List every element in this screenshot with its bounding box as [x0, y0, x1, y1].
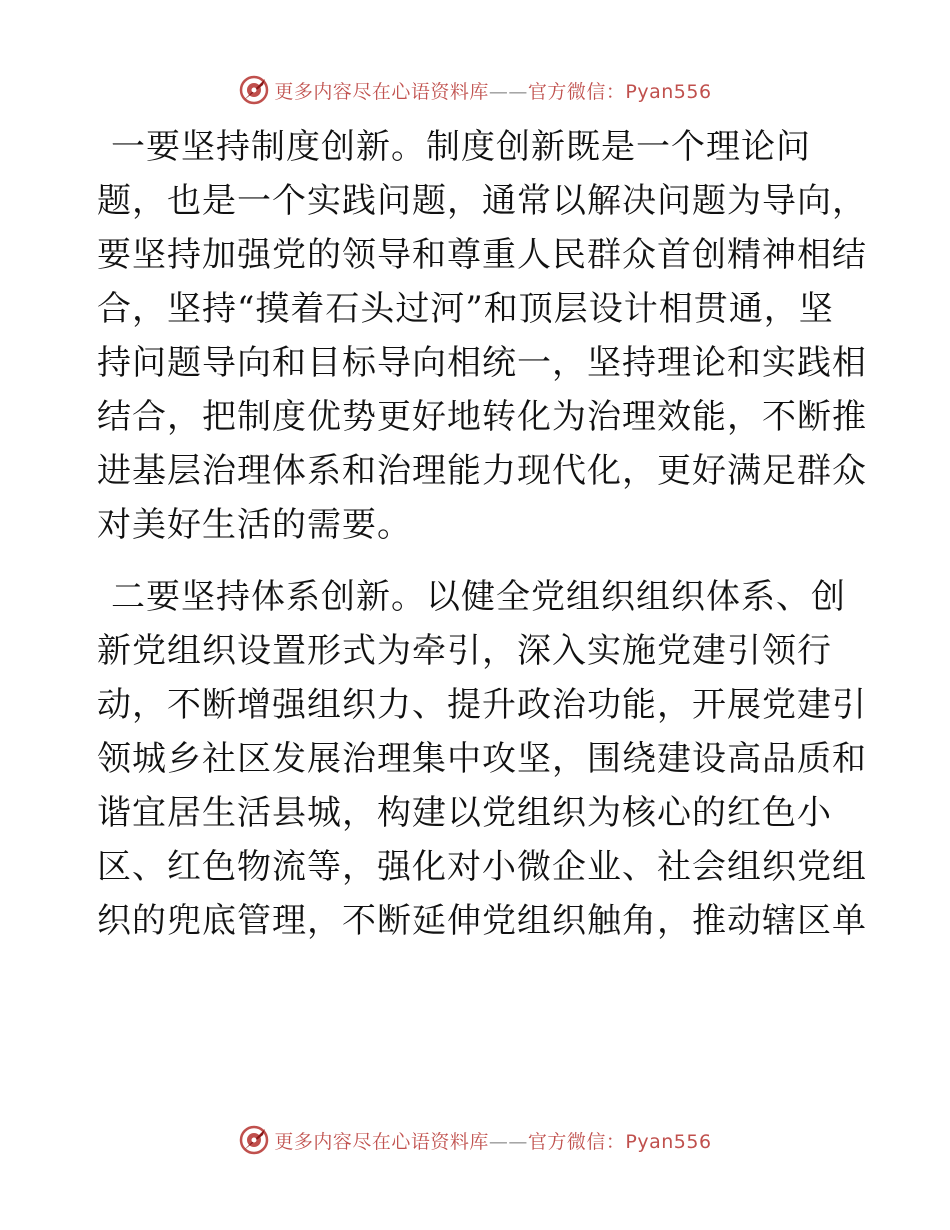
- text-line: 题，也是一个实践问题，通常以解决问题为导向，: [97, 181, 867, 221]
- paragraph-1: [97, 120, 867, 552]
- quill-logo-icon: [238, 74, 270, 106]
- text-line: 持问题导向和目标导向相统一，坚持理论和实践相: [97, 343, 867, 383]
- text-line: 动，不断增强组织力、提升政治功能，开展党建引: [97, 685, 867, 725]
- text-line: 谐宜居生活县城，构建以党组织为核心的红色小: [97, 793, 832, 833]
- text-line: 领城乡社区发展治理集中攻坚，围绕建设高品质和: [97, 739, 867, 779]
- banner-dash: ——: [488, 1130, 528, 1153]
- document-body: [97, 120, 867, 948]
- footer-banner: [0, 1120, 950, 1160]
- banner-lead-text: 更多内容尽在心语资料库: [274, 80, 489, 103]
- banner-dash: ——: [488, 80, 528, 103]
- text-line: 新党组织设置形式为牵引，深入实施党建引领行: [97, 631, 832, 671]
- text-line: 二要坚持体系创新。以健全党组织组织体系、创: [111, 577, 846, 617]
- quill-logo-icon: [238, 1124, 270, 1156]
- text-line: 进基层治理体系和治理能力现代化，更好满足群众: [97, 451, 867, 491]
- paragraph-2: [97, 570, 867, 948]
- text-line: 区、红色物流等，强化对小微企业、社会组织党组: [97, 847, 867, 887]
- banner-wechat-text: 官方微信：Pyan556: [527, 80, 712, 103]
- text-line: 合，坚持“摸着石头过河”和顶层设计相贯通，坚: [97, 289, 834, 329]
- text-line: 一要坚持制度创新。制度创新既是一个理论问: [111, 127, 811, 167]
- text-line: 结合，把制度优势更好地转化为治理效能，不断推: [97, 397, 867, 437]
- text-line: 要坚持加强党的领导和尊重人民群众首创精神相结: [97, 235, 867, 275]
- text-line: 对美好生活的需要。: [97, 505, 412, 545]
- text-line: 织的兜底管理，不断延伸党组织触角，推动辖区单: [97, 901, 867, 941]
- paragraph-spacer: [97, 552, 857, 570]
- banner-wechat-text: 官方微信：Pyan556: [527, 1130, 712, 1153]
- header-banner: [0, 70, 950, 110]
- banner-lead-text: 更多内容尽在心语资料库: [274, 1130, 489, 1153]
